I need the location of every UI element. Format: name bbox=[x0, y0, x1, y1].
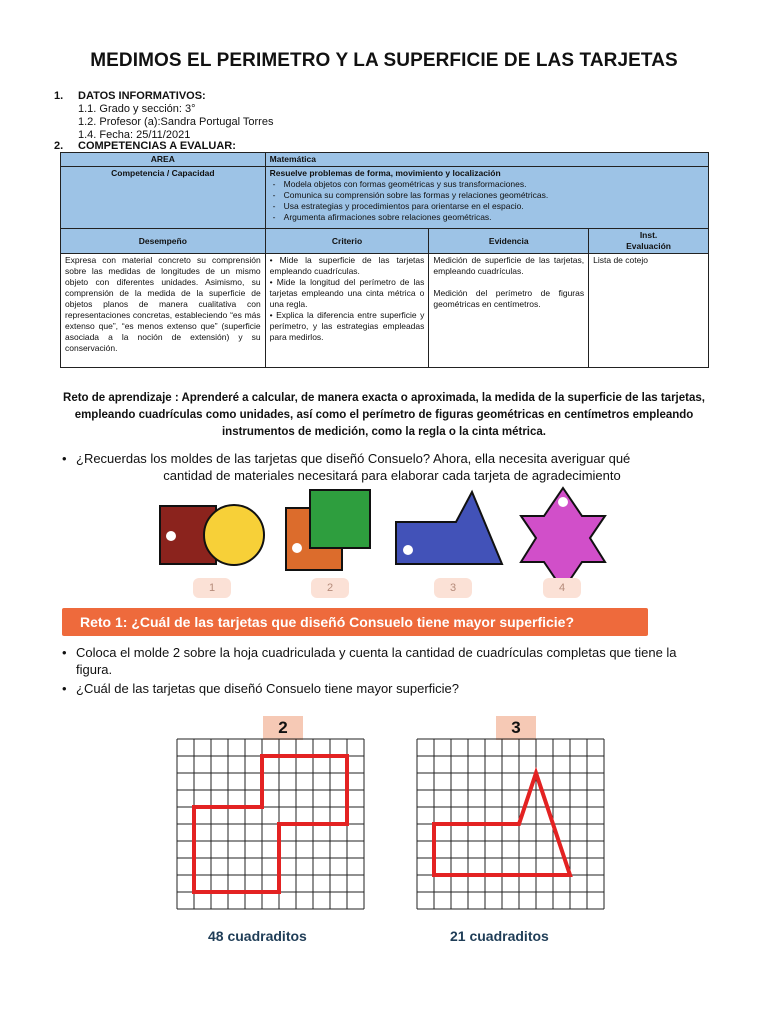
question-moldes-line2: cantidad de materiales necesitará para elaborar cada tarjeta de agradecimiento bbox=[163, 468, 621, 483]
capacidad-item: - Usa estrategias y procedimientos para orientarse en el espacio. bbox=[270, 201, 704, 212]
competencias-table bbox=[60, 152, 709, 368]
desempeno-cell: Expresa con material concreto su comprensión sobre las medidas de longitudes de un mismo objeto con diferentes unidades. Asimismo, su comprensión de la medida de la superficie de objetos planos de manera cualitativa con representaciones concretas, estableciendo “es más extenso que”, “es menos extenso que” (superficie asociada a la noción de extensión) y su conservación. bbox=[61, 254, 266, 368]
grid-molde-3 bbox=[416, 738, 606, 910]
bullet: • bbox=[62, 645, 67, 660]
header-instrumento bbox=[589, 229, 709, 254]
datos-number: 1. bbox=[54, 90, 64, 102]
tarjeta-3 bbox=[396, 492, 502, 564]
header-criterio: Criterio bbox=[265, 229, 429, 254]
evidencia-cell bbox=[429, 254, 589, 368]
tarjeta-2-front bbox=[310, 490, 370, 548]
datos-heading bbox=[54, 90, 206, 102]
capacidad-item: - Modela objetos con formas geométricas y sus transformaciones. bbox=[270, 179, 704, 190]
capacidad-item: - Comunica su comprensión sobre las formas y relaciones geométricas. bbox=[270, 190, 704, 201]
datos-item-profesor: 1.2. Profesor (a):Sandra Portugal Torres bbox=[78, 116, 274, 128]
header-desempeno: Desempeño bbox=[61, 229, 266, 254]
evidencia-item: Medición del perímetro de figuras geométricas en centímetros. bbox=[433, 288, 585, 309]
tarjeta-3-hole bbox=[403, 545, 413, 555]
competencias-title: COMPETENCIAS A EVALUAR: bbox=[78, 140, 236, 152]
header-inst-line1: Inst. bbox=[639, 230, 658, 240]
bullet: • bbox=[62, 451, 67, 466]
competencias-number: 2. bbox=[54, 140, 64, 152]
reto-aprendizaje bbox=[50, 390, 718, 441]
shape-label-3: 3 bbox=[434, 578, 472, 598]
header-inst-line2: Evaluación bbox=[626, 241, 671, 251]
instruction-coloca-text: Coloca el molde 2 sobre la hoja cuadriculada y cuenta la cantidad de cuadrículas completas que tiene la figura. bbox=[76, 645, 677, 677]
grid-caption-2: 48 cuadraditos bbox=[208, 928, 307, 944]
tarjetas-shapes bbox=[0, 486, 768, 606]
page-title: MEDIMOS EL PERIMETRO Y LA SUPERFICIE DE LAS TARJETAS bbox=[90, 50, 678, 71]
competencia-label: Competencia / Capacidad bbox=[61, 167, 266, 229]
shape-label-2: 2 bbox=[311, 578, 349, 598]
tarjeta-2-hole bbox=[292, 543, 302, 553]
criterio-item: • Mide la longitud del perímetro de las tarjetas empleando una cinta métrica o una regla. bbox=[269, 277, 425, 309]
tarjeta-4 bbox=[521, 488, 605, 590]
capacidades-list bbox=[270, 179, 704, 223]
competencia-title: Resuelve problemas de forma, movimiento y localización bbox=[269, 168, 501, 178]
criterio-item: • Mide la superficie de las tarjetas empleando cuadrículas. bbox=[269, 255, 425, 276]
area-label: AREA bbox=[61, 153, 266, 167]
tarjeta-1-hole bbox=[166, 531, 176, 541]
instrumento-cell: Lista de cotejo bbox=[589, 254, 709, 368]
capacidad-item: - Argumenta afirmaciones sobre relaciones geométricas. bbox=[270, 212, 704, 223]
area-value: Matemática bbox=[265, 153, 708, 167]
competencias-heading bbox=[54, 140, 236, 152]
evidencia-item: Medición de superficie de las tarjetas, empleando cuadrículas. bbox=[433, 255, 585, 276]
grid-label-2: 2 bbox=[263, 716, 303, 740]
reto-aprendizaje-lead: Reto de aprendizaje : bbox=[63, 392, 179, 404]
shape-label-1: 1 bbox=[193, 578, 231, 598]
reto1-banner: Reto 1: ¿Cuál de las tarjetas que diseñó Consuelo tiene mayor superficie? bbox=[62, 608, 648, 636]
criterio-item: • Explica la diferencia entre superficie y perímetro, y las estrategias empleadas para medirlos. bbox=[269, 310, 425, 342]
criterio-cell bbox=[265, 254, 429, 368]
reto-aprendizaje-text: Aprenderé a calcular, de manera exacta o aproximada, la medida de la superficie de las tarjetas, empleando cuadrículas como unidades, así como el perímetro de figuras geométricas en centímetros empleando instrumentos de medición, como la regla o la cinta métrica. bbox=[74, 392, 705, 438]
datos-item-grado: 1.1. Grado y sección: 3° bbox=[78, 103, 196, 115]
instruction-pregunta bbox=[62, 680, 722, 697]
header-evidencia: Evidencia bbox=[429, 229, 589, 254]
bullet: • bbox=[62, 681, 67, 696]
grid-label-3: 3 bbox=[496, 716, 536, 740]
shape-label-4: 4 bbox=[543, 578, 581, 598]
tarjeta-1-circle bbox=[204, 505, 264, 565]
tarjeta-3-shape bbox=[396, 492, 502, 564]
instruction-coloca bbox=[62, 644, 712, 678]
instruction-pregunta-text: ¿Cuál de las tarjetas que diseñó Consuelo tiene mayor superficie? bbox=[76, 681, 459, 696]
tarjeta-2 bbox=[286, 490, 370, 570]
datos-item-fecha: 1.4. Fecha: 25/11/2021 bbox=[78, 129, 191, 141]
grid-molde-2 bbox=[176, 738, 366, 910]
tarjeta-1 bbox=[160, 505, 264, 565]
question-moldes bbox=[62, 450, 722, 484]
tarjeta-4-hole bbox=[558, 497, 568, 507]
datos-title: DATOS INFORMATIVOS: bbox=[78, 90, 206, 102]
grid-caption-3: 21 cuadraditos bbox=[450, 928, 549, 944]
competencia-cell bbox=[265, 167, 708, 229]
question-moldes-line1: ¿Recuerdas los moldes de las tarjetas que diseñó Consuelo? Ahora, ella necesita averiguar qué bbox=[76, 451, 631, 466]
